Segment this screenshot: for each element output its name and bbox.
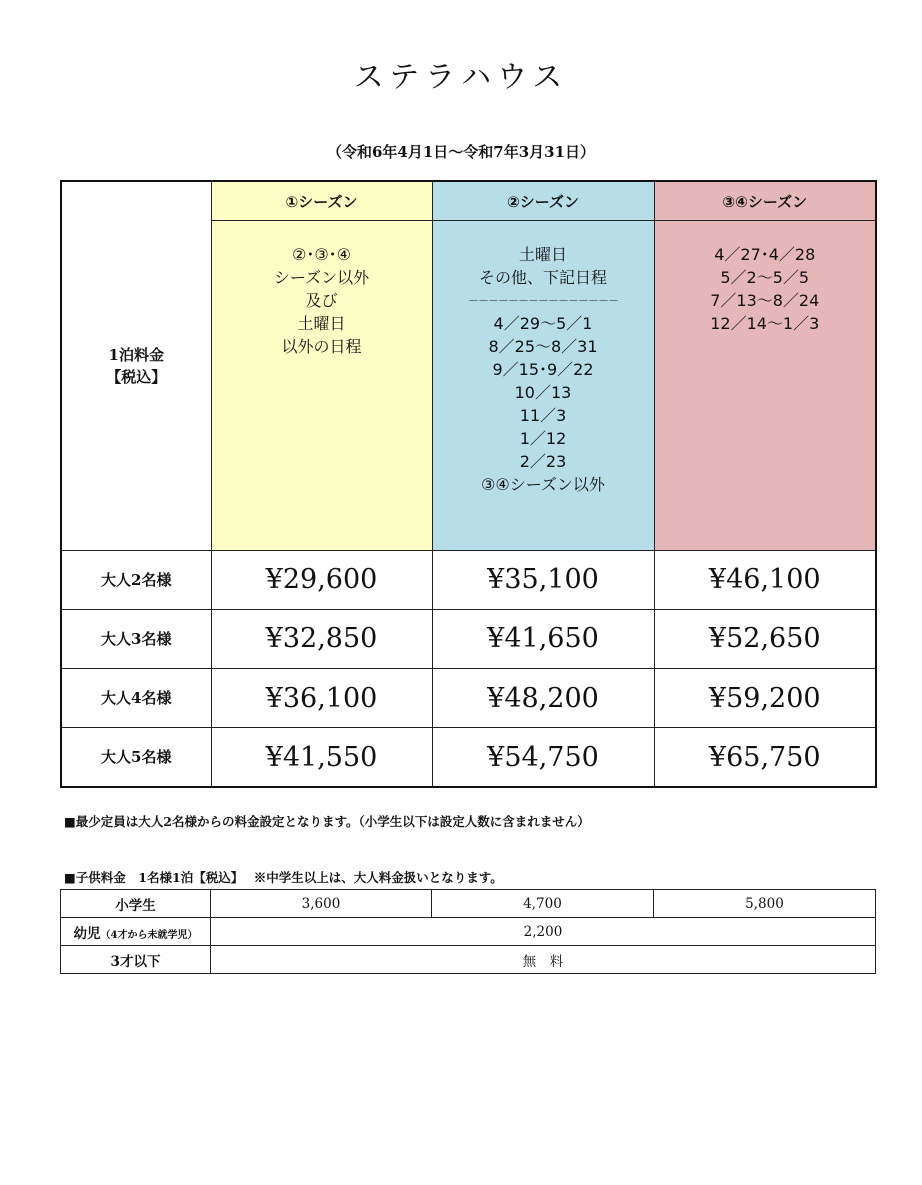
child-row-label: 小学生 — [61, 890, 211, 918]
date-line: 土曜日 — [297, 314, 346, 334]
season-2-dates — [432, 221, 654, 550]
date-line: 及び — [305, 291, 338, 311]
date-line: 9／15･9／22 — [492, 360, 594, 380]
date-line: その他、下記日程 — [478, 268, 607, 288]
date-line: 土曜日 — [518, 245, 567, 265]
season-1-dates — [211, 221, 432, 550]
date-line: 7／13～8／24 — [710, 291, 820, 311]
price-cell: ¥32,850 — [211, 609, 432, 668]
date-line: 5／2～5／5 — [720, 268, 810, 288]
child-rate-table — [60, 889, 876, 974]
child-row-elementary — [61, 890, 876, 918]
child-row-label: 幼児 — [73, 925, 101, 942]
price-cell: ¥35,100 — [432, 550, 654, 609]
date-line: 8／25～8／31 — [488, 337, 598, 357]
date-line: 4／29～5／1 — [493, 314, 593, 334]
price-row-5-adults — [61, 728, 876, 787]
price-cell: ¥46,100 — [654, 550, 876, 609]
price-cell: ¥29,600 — [211, 550, 432, 609]
season-3-header: ③④シーズン — [654, 181, 876, 221]
child-price-cell: 4,700 — [432, 890, 654, 918]
rate-label: 1泊料金 — [108, 345, 164, 364]
price-row-label: 大人3名様 — [61, 609, 211, 668]
price-cell: ¥36,100 — [211, 668, 432, 727]
season-2-header: ②シーズン — [432, 181, 654, 221]
child-row-label: 3才以下 — [61, 946, 211, 974]
date-line: 4／27･4／28 — [714, 245, 816, 265]
child-price-cell: 3,600 — [211, 890, 432, 918]
date-line: ②･③･④ — [291, 245, 352, 265]
minimum-occupancy-note: ■最少定員は大人2名様からの料金設定となります。（小学生以下は設定人数に含まれません） — [64, 814, 590, 829]
price-cell: ¥59,200 — [654, 668, 876, 727]
date-line: ③④シーズン以外 — [481, 475, 605, 495]
tax-included-label: 【税込】 — [106, 367, 167, 386]
date-line: 2／23 — [519, 452, 567, 472]
child-rate-note: ■子供料金 1名様1泊【税込】 ※中学生以上は、大人料金扱いとなります。 — [64, 870, 503, 885]
child-row-sublabel: （4才から未就学児） — [100, 929, 198, 941]
rate-table — [60, 180, 877, 788]
child-row-label-cell — [61, 918, 211, 946]
price-cell: ¥48,200 — [432, 668, 654, 727]
date-line: シーズン以外 — [273, 268, 370, 288]
child-price-cell: 無 料 — [211, 946, 876, 974]
child-row-preschool — [61, 918, 876, 946]
rate-label-cell — [61, 181, 211, 550]
date-line: 11／3 — [519, 406, 567, 426]
price-row-2-adults — [61, 550, 876, 609]
date-line: 10／13 — [514, 383, 572, 403]
price-cell: ¥65,750 — [654, 728, 876, 787]
price-cell: ¥41,550 — [211, 728, 432, 787]
date-line: 12／14～1／3 — [710, 314, 820, 334]
child-price-cell: 2,200 — [211, 918, 876, 946]
price-cell: ¥52,650 — [654, 609, 876, 668]
season-1-header: ①シーズン — [211, 181, 432, 221]
price-row-label: 大人4名様 — [61, 668, 211, 727]
valid-period: （令和6年4月1日～令和7年3月31日） — [326, 143, 596, 161]
divider-line: －－－－－－－－－－－－－－－ — [468, 294, 618, 308]
price-row-label: 大人2名様 — [61, 550, 211, 609]
date-line: 1／12 — [519, 429, 567, 449]
price-row-label: 大人5名様 — [61, 728, 211, 787]
price-row-3-adults — [61, 609, 876, 668]
price-cell: ¥54,750 — [432, 728, 654, 787]
child-row-under3 — [61, 946, 876, 974]
price-cell: ¥41,650 — [432, 609, 654, 668]
page-title: ステラハウス — [353, 60, 569, 95]
child-price-cell: 5,800 — [654, 890, 876, 918]
price-row-4-adults — [61, 668, 876, 727]
season-3-dates — [654, 221, 876, 550]
date-line: 以外の日程 — [281, 337, 362, 357]
